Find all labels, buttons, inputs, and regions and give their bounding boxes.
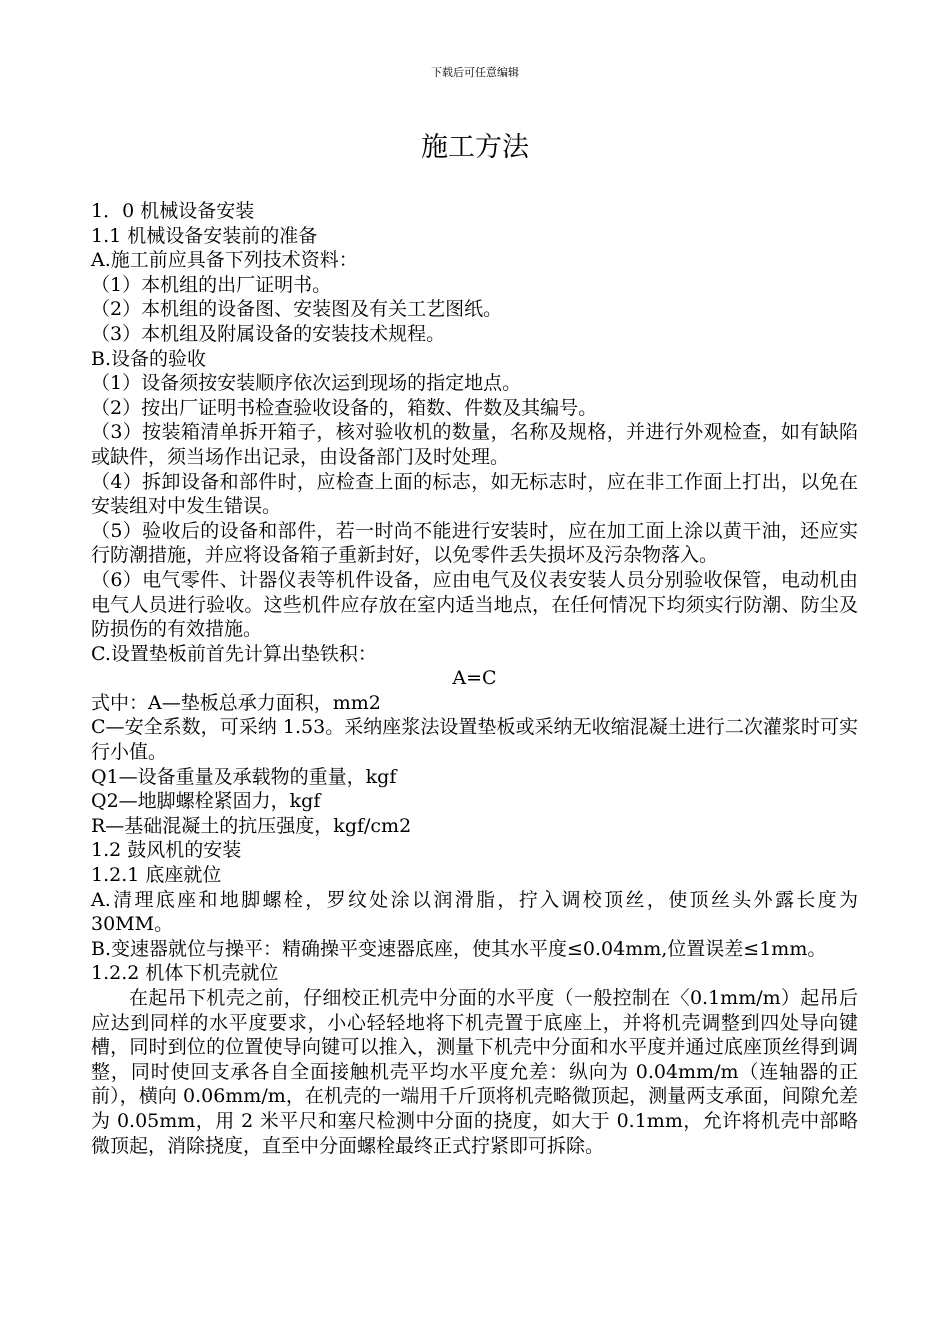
- page-title: 施工方法: [421, 132, 529, 163]
- list-item: A.清理底座和地脚螺栓，罗纹处涂以润滑脂，拧入调校顶丝，使顶丝头外露长度为 30MM。: [91, 888, 858, 936]
- formula-definition: 式中：A—垫板总承力面积，mm2: [91, 691, 381, 714]
- body-paragraph: 在起吊下机壳之前，仔细校正机壳中分面的水平度（一般控制在〈0.1mm/m）起吊后应达到同样的水平度要求，小心轻轻地将下机壳置于底座上，并将机壳调整到四处导向键槽，同时到位的位置使导向键可以推入，测量下机壳中分面和水平度并通过底座顶丝得到调整，同时使回支承各自全面接触机壳平均水平度允差：纵向为 0.04mm/m（连轴器的正前），横向 0.06mm/m，在机壳的一端用千斤顶将机壳略微顶起，测量两支承面，间隙允差为 0.05mm，用 2 米平尺和塞尺检测中分面的挠度，如大于 0.1mm，允许将机壳中部略微顶起，消除挠度，直至中分面螺栓最终正式拧紧即可拆除。: [91, 987, 858, 1157]
- item-heading: C.设置垫板前首先计算出垫铁积：: [91, 642, 377, 665]
- list-item: （5）验收后的设备和部件，若一时尚不能进行安装时，应在加工面上涂以黄干油，还应实行防潮措施，并应将设备箱子重新封好，以免零件丢失损坏及污杂物落入。: [91, 519, 858, 567]
- list-item: （6）电气零件、计器仪表等机件设备，应由电气及仪表安装人员分别验收保管，电动机由电气人员进行验收。这些机件应存放在室内适当地点，在任何情况下均须实行防潮、防尘及防损伤的有效措施。: [91, 568, 858, 641]
- header-note: 下载后可任意编辑: [431, 66, 519, 79]
- list-item: （4）拆卸设备和部件时，应检查上面的标志，如无标志时，应在非工作面上打出，以免在安装组对中发生错误。: [91, 470, 858, 518]
- list-item: （2）按出厂证明书检查验收设备的，箱数、件数及其编号。: [91, 396, 598, 419]
- subsection-heading: 1.1 机械设备安装前的准备: [91, 224, 318, 247]
- list-item: （1）设备须按安装顺序依次运到现场的指定地点。: [91, 372, 522, 395]
- list-item: （2）本机组的设备图、安装图及有关工艺图纸。: [91, 298, 503, 321]
- formula-definition: R—基础混凝土的抗压强度，kgf/cm2: [91, 814, 412, 837]
- section-heading: 1．0 机械设备安装: [91, 200, 255, 222]
- item-heading: B.设备的验收: [91, 347, 207, 370]
- item-heading: A.施工前应具备下列技术资料：: [91, 249, 358, 272]
- formula-definition: Q1—设备重量及承载物的重量，kgf: [91, 765, 397, 788]
- list-item: （3）本机组及附属设备的安装技术规程。: [91, 322, 446, 345]
- list-item: （1）本机组的出厂证明书。: [91, 273, 332, 296]
- list-item: B.变速器就位与操平：精确操平变速器底座，使其水平度≤0.04mm,位置误差≤1mm。: [91, 937, 827, 960]
- subsection-heading: 1.2 鼓风机的安装: [91, 839, 242, 862]
- formula-definition: C—安全系数，可采纳 1.53。采纳座浆法设置垫板或采纳无收缩混凝土进行二次灌浆时可实行小值。: [91, 716, 858, 764]
- formula: A=C: [452, 667, 497, 690]
- formula-definition: Q2—地脚螺栓紧固力，kgf: [91, 790, 321, 813]
- subsection-heading: 1.2.2 机体下机壳就位: [91, 962, 279, 985]
- list-item: （3）按装箱清单拆开箱子，核对验收机的数量，名称及规格，并进行外观检查，如有缺陷或缺件，须当场作出记录，由设备部门及时处理。: [91, 421, 858, 468]
- subsection-heading: 1.2.1 底座就位: [91, 864, 222, 887]
- document-body: [91, 199, 858, 1158]
